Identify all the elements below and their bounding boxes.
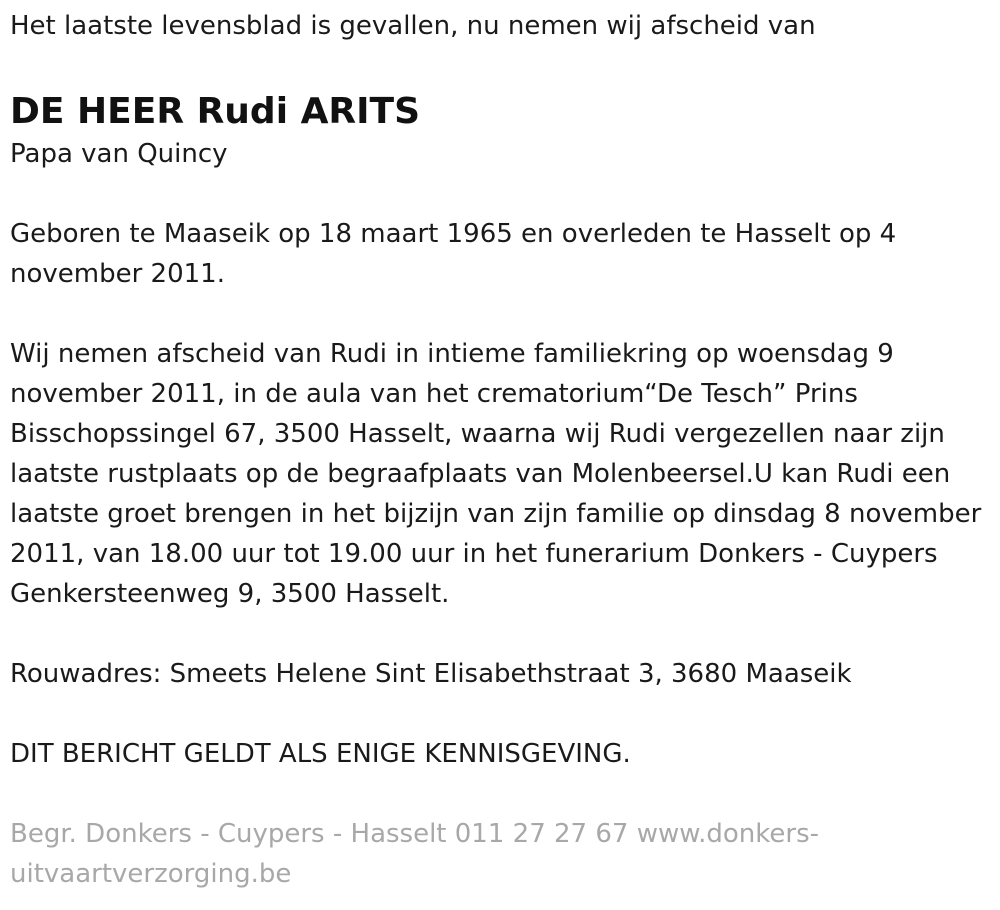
subtitle-text: Papa van Quincy	[10, 139, 228, 169]
announcement-text: DIT BERICHT GELDT ALS ENIGE KENNISGEVING.	[10, 739, 631, 769]
birth-death-text: Geboren te Maaseik op 18 maart 1965 en overleden te Hasselt op 4 november 2011.	[10, 219, 897, 289]
funeral-director-footer: Begr. Donkers - Cuypers - Hasselt 011 27 27 67 www.donkers-uitvaartverzorging.be	[10, 819, 820, 889]
deceased-name: DE HEER Rudi ARITS	[10, 91, 421, 132]
mourning-address: Rouwadres: Smeets Helene Sint Elisabethstraat 3, 3680 Maaseik	[10, 659, 852, 689]
intro-text: Het laatste levensblad is gevallen, nu nemen wij afscheid van	[10, 11, 816, 41]
ceremony-text: Wij nemen afscheid van Rudi in intieme familiekring op woensdag 9 november 2011, in de aula van het crematorium“De Tesch” Prins Bisschopssingel 67, 3500 Hasselt, waarna wij Rudi vergezellen naar zijn laatste rustplaats op de begraafplaats van Molenbeersel.U kan Rudi een laatste groet brengen in het bijzijn van zijn familie op dinsdag 8 november 2011, van 18.00 uur tot 19.00 uur in het funerarium Donkers - Cuypers Genkersteenweg 9, 3500 Hasselt.	[10, 339, 982, 609]
obituary-notice	[10, 0, 985, 894]
